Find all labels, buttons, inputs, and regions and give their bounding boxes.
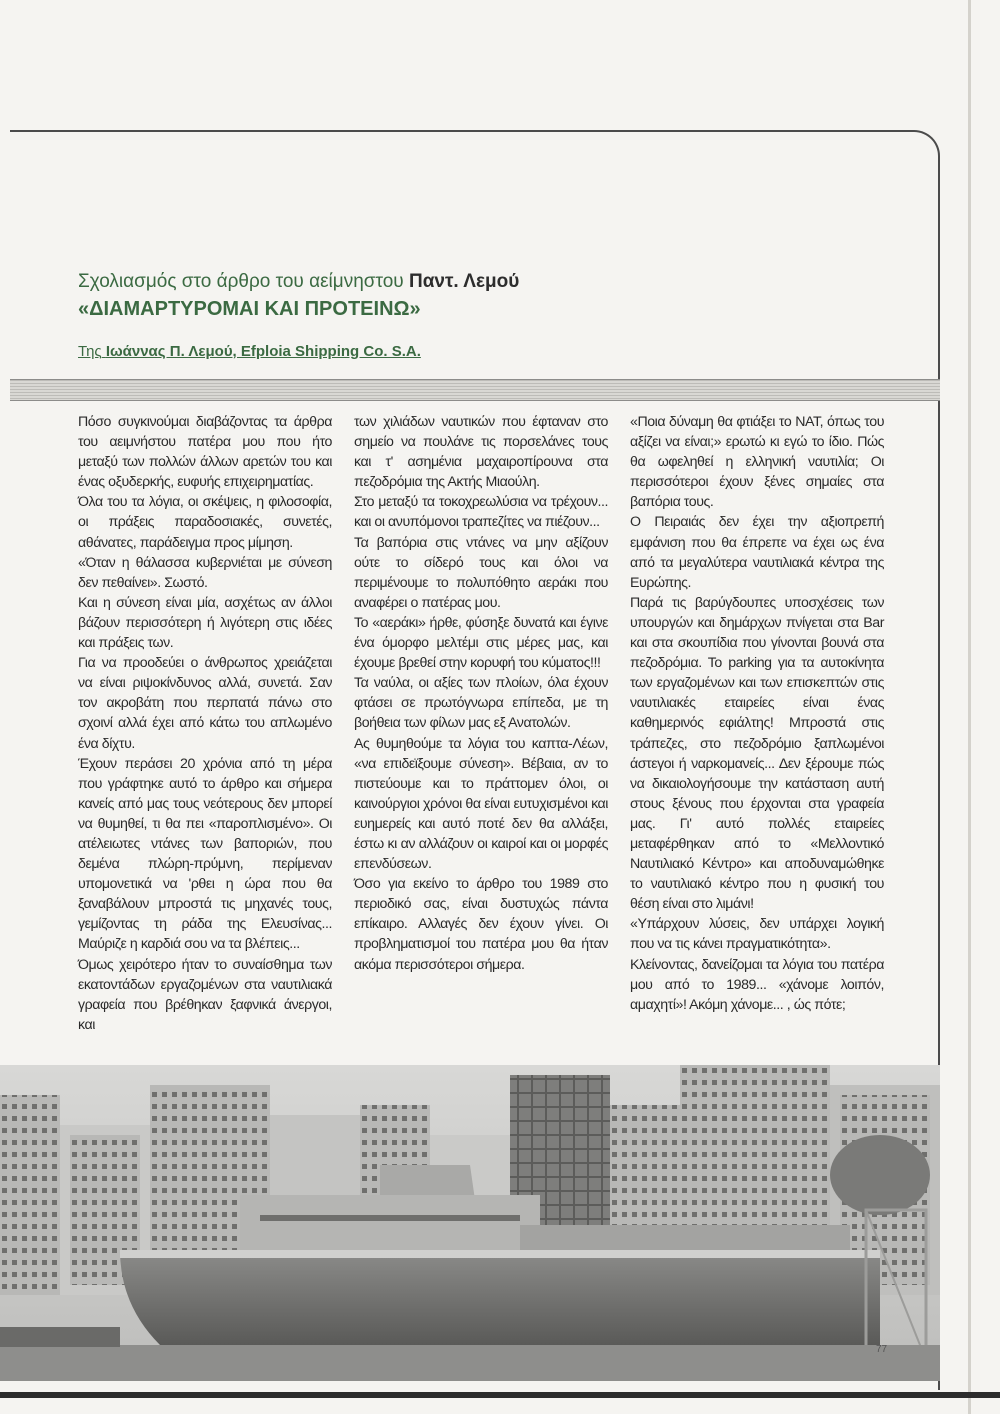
paragraph: «Ποια δύναμη θα φτιάξει το ΝΑΤ, όπως του αξίζει να είναι;» ερωτώ κι εγώ το ίδιο. Πώς θα ωφεληθεί η ελληνική ναυτιλία; Οι περισσότεροι έχουν ξένες σημαίες στα βαπόρια τους. bbox=[630, 414, 884, 511]
text-column-3 bbox=[630, 412, 884, 1015]
paragraph: Για να προοδεύει ο άνθρωπος χρειάζεται να είναι ριψοκίνδυνος αλλά, συνετά. Σαν τον ακροβάτη που περπατά πάνω στο σχοινί αλλά έχει από κάτω του απλωμένο ένα δίχτυ. bbox=[78, 655, 332, 752]
paragraph: Τα βαπόρια στις ντάνες να μην αξίζουν ούτε το σίδερό τους και όλοι να περιμένουμε το πολυπόθητο αεράκι που αναφέρει ο πατέρας μου. bbox=[354, 534, 608, 611]
harbor-ship-photo bbox=[0, 1065, 940, 1381]
kicker-prefix: Σχολιασμός στο άρθρο του αείμνηστου bbox=[78, 271, 404, 292]
paragraph: «Υπάρχουν λύσεις, δεν υπάρχει λογική που να τις κάνει πραγματικότητα». bbox=[630, 916, 884, 953]
byline-prefix: Της bbox=[78, 343, 102, 360]
text-column-2 bbox=[354, 412, 608, 975]
paragraph: Όλα του τα λόγια, οι σκέψεις, η φιλοσοφία, οι πράξεις παραδοσιακές, συνετές, αθάνατες, παράδειγμα προς μίμηση. bbox=[78, 494, 332, 551]
paragraph: Έχουν περάσει 20 χρόνια από τη μέρα που γράφτηκε αυτό το άρθρο και σήμερα κανείς από μας τους νεότερους δεν μπορεί να θυμηθεί, τι θα πει «παροπλισμένο». Οι ατέλειωτες ντάνες των βαποριών, που δεμένα πλώρη-πρύμνη, περίμεναν υπομονετικά να 'ρθει η ώρα που θα ξαναβάλουν μπροστά τις μηχανές τους, γεμίζοντας τη ράδα της Ελευσίνας... Μαύριζε η καρδιά σου να τα βλέπεις... bbox=[78, 755, 332, 953]
paragraph: Ο Πειραιάς δεν έχει την αξιοπρεπή εμφάνιση που θα έπρεπε να έχει ως ένα από τα μεγαλύτερα ναυτιλιακά κέντρα της Ευρώπης. bbox=[630, 514, 884, 591]
paragraph: των χιλιάδων ναυτικών που έφταναν στο σημείο να πουλάνε τις πορσελάνες τους και τ' ασημένια μαχαιροπίρουνα στα πεζοδρόμια της Ακτής Μιαούλη. bbox=[354, 414, 608, 491]
decorative-band bbox=[10, 379, 940, 401]
paragraph: Στο μεταξύ τα τοκοχρεωλύσια να τρέχουν... και οι ανυπόμονοι τραπεζίτες να πιέζουν... bbox=[354, 494, 608, 531]
article-headline: «ΔΙΑΜΑΡΤΥΡΟΜΑΙ ΚΑΙ ΠΡΟΤΕΙΝΩ» bbox=[78, 298, 421, 320]
page-edge bbox=[968, 0, 971, 1414]
paragraph: Τα ναύλα, οι αξίες των πλοίων, όλα έχουν φτάσει σε πρωτόγνωρα επίπεδα, με τη βοήθεια των φίλων μας εξ Ανατολών. bbox=[354, 675, 608, 732]
paragraph: Και η σύνεση είναι μία, ασχέτως αν άλλοι βάζουν περισσότερη ή λιγότερη στις ιδέες και πράξεις των. bbox=[78, 594, 332, 652]
paragraph: Κλείνοντας, δανείζομαι τα λόγια του πατέρα μου από το 1989... «χάνομε λοιπόν, αμαχητί»! Ακόμη χάνομε... , ώς πότε; bbox=[630, 956, 884, 1013]
paragraph: Όμως χειρότερο ήταν το συναίσθημα των εκατοντάδων εργαζομένων στα ναυτιλιακά γραφεία που βρέθηκαν ξαφνικά άνεργοι, και bbox=[78, 956, 332, 1033]
paragraph: Πόσο συγκινούμαι διαβάζοντας τα άρθρα του αειμνήστου πατέρα μου που ήτο μεταξύ των πολλών άλλων αρετών του και ένας οξυδερκής, ευφυής επιχειρηματίας. bbox=[78, 414, 332, 491]
article-byline bbox=[78, 343, 421, 360]
page-number: 77 bbox=[876, 1344, 888, 1355]
kicker-name: Παντ. Λεμού bbox=[408, 271, 520, 292]
paragraph: Ας θυμηθούμε τα λόγια του καπτα-Λέων, «να επιδεϊξουμε σύνεση». Βέβαια, αν το πιστεύουμε και το πράττομεν όλοι, οι καινούργιοι χρόνοι θα είναι ευτυχισμένοι και ευημερείς και αυτό ποτέ δεν θα αλλάξει, έστω κι αν αλλάζουν οι καιροί και οι μορφές επενδύσεων. bbox=[354, 735, 608, 873]
paragraph: Όσο για εκείνο το άρθρο του 1989 στο περιοδικό σας, είναι δυστυχώς πάντα επίκαιρο. Αλλαγές δεν έχουν γίνει. Οι προβληματισμοί του πατέρα μου θα ήταν ακόμα περισσότεροι σήμερα. bbox=[354, 876, 608, 973]
article-title-block bbox=[78, 270, 918, 322]
byline-author: Ιωάννας Π. Λεμού, Efploia Shipping Co. S.A. bbox=[105, 343, 421, 360]
bottom-rule bbox=[0, 1392, 1000, 1398]
article-kicker bbox=[78, 270, 918, 294]
text-column-1 bbox=[78, 412, 332, 1035]
paragraph: «Όταν η θάλασσα κυβερνιέται με σύνεση δεν πεθαίνει». Σωστό. bbox=[78, 554, 332, 591]
paragraph: Το «αεράκι» ήρθε, φύσηξε δυνατά και έγινε ένα όμορφο μελτέμι στις μέρες μας, και έχουμε βρεθεί στην κορυφή του κύματος!!! bbox=[354, 614, 608, 672]
paragraph: Παρά τις βαρύγδουπες υποσχέσεις των υπουργών και δημάρχων πνίγεται στα Bar και στα σκουπίδια που γίνονται βουνά στα πεζοδρόμια. Το parking για τα αυτοκίνητα των εργαζομένων και των επισκεπτών στις ναυτιλιακές εταιρείες είναι ένας καθημερινός εφιάλτης! Μπροστά στις τράπεζες, στο πεζοδρόμιο ξαπλωμένοι άστεγοι ή ναρκομανείς... Δεν ξέρουμε πώς να δικαιολογήσουμε την κατάσταση αυτή στους ξένους που έρχονται στα γραφεία μας. Γι' αυτό πολλές εταιρείες μεταφέρθηκαν από το «Μελλοντικό Ναυτιλιακό Κέντρο» και αποδυναμώθηκε το ναυτιλιακό κέντρο που η φυσική του θέση είναι στο λιμάνι! bbox=[630, 594, 884, 913]
photo-illustration bbox=[0, 1065, 940, 1381]
